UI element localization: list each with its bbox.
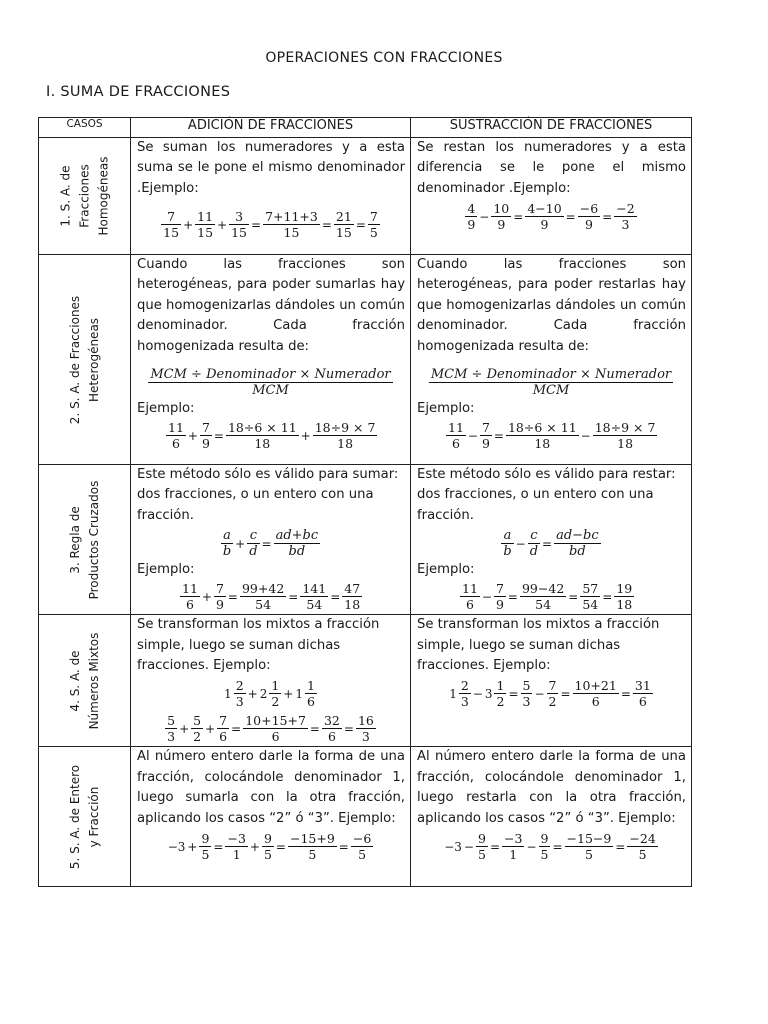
fraction: $\frac{4}{9}$ xyxy=(467,201,476,233)
math-operator: = xyxy=(355,217,366,232)
fraction: $\frac{99-42}{54}$ xyxy=(521,581,565,613)
fraction: $\frac{-6}{5}$ xyxy=(352,831,372,863)
example-expression xyxy=(411,829,691,864)
subtraction-cell xyxy=(411,138,692,255)
fraction: $\frac{11}{6}$ xyxy=(462,581,478,613)
addition-cell xyxy=(131,615,411,747)
example-label: Ejemplo: xyxy=(417,401,475,417)
cross-product-formula xyxy=(411,526,691,561)
fraction: $\frac{18\div 6 \times 11}{18}$ xyxy=(227,420,297,452)
fraction: $\frac{-3}{1}$ xyxy=(504,831,523,863)
math-number: −3 xyxy=(167,839,186,854)
homogenization-formula: $\frac{\text{MCM ÷ Denominador × Numerador}}{\text{MCM}}$ xyxy=(150,367,391,399)
example-expression xyxy=(411,418,691,453)
fraction: $\frac{10+21}{6}$ xyxy=(574,678,617,710)
math-operator: − xyxy=(479,209,490,224)
fraction: $\frac{7}{9}$ xyxy=(481,420,490,452)
fraction: $\frac{9}{5}$ xyxy=(477,831,486,863)
example-label: Ejemplo: xyxy=(417,562,475,578)
example-expression xyxy=(411,579,691,614)
math-operator: − xyxy=(526,839,537,854)
fraction: $\frac{7}{9}$ xyxy=(495,581,504,613)
fraction: $\frac{a}{b}$ xyxy=(503,528,512,560)
fraction: $\frac{99+42}{54}$ xyxy=(241,581,285,613)
fraction: $\frac{18\div 9 \times 7}{18}$ xyxy=(594,420,656,452)
fraction: $\frac{10}{9}$ xyxy=(493,201,510,233)
addition-cell xyxy=(131,255,411,465)
math-operator: = xyxy=(261,536,272,551)
math-operator: − xyxy=(467,428,478,443)
math-operator: = xyxy=(552,839,563,854)
fraction: $\frac{57}{54}$ xyxy=(582,581,599,613)
case-label: 5. S. A. de Entero y Fracción xyxy=(67,764,101,870)
fraction: $\frac{11}{6}$ xyxy=(168,420,184,452)
math-number: 1 xyxy=(224,686,232,701)
math-operator: + xyxy=(187,839,198,854)
fraction: $\frac{31}{6}$ xyxy=(634,678,651,710)
fraction: $\frac{5}{3}$ xyxy=(167,713,176,745)
math-operator: = xyxy=(288,589,299,604)
mixed-numbers-expression xyxy=(131,676,410,711)
header-sustraccion: SUSTRACCIÓN DE FRACCIONES xyxy=(411,118,692,138)
fraction: $\frac{5}{3}$ xyxy=(522,678,531,710)
fraction: $\frac{2}{3}$ xyxy=(460,678,469,710)
fractions-table xyxy=(38,117,692,887)
example-expression xyxy=(131,207,410,242)
math-operator: − xyxy=(534,686,545,701)
math-operator: = xyxy=(489,839,500,854)
header-adicion: ADICIÓN DE FRACCIONES xyxy=(131,118,411,138)
math-operator: = xyxy=(231,721,242,736)
table-row xyxy=(39,615,692,747)
fraction: $\frac{47}{18}$ xyxy=(344,581,361,613)
math-number: −3 xyxy=(444,839,462,854)
math-operator: = xyxy=(321,217,332,232)
fraction: $\frac{7}{6}$ xyxy=(219,713,228,745)
example-expression xyxy=(411,199,691,234)
math-operator: + xyxy=(217,217,228,232)
table-row xyxy=(39,465,692,615)
fraction: $\frac{ad+bc}{bd}$ xyxy=(275,528,319,560)
fraction: $\frac{7}{5}$ xyxy=(369,209,378,241)
math-operator: = xyxy=(620,686,631,701)
math-operator: = xyxy=(508,686,519,701)
table-header-row xyxy=(39,118,692,138)
math-number: 1 xyxy=(449,686,457,701)
math-operator: = xyxy=(343,721,354,736)
fraction: $\frac{7}{2}$ xyxy=(548,678,557,710)
page-title: OPERACIONES CON FRACCIONES xyxy=(265,50,503,66)
math-operator: + xyxy=(187,428,198,443)
math-operator: + xyxy=(300,428,311,443)
math-operator: + xyxy=(179,721,190,736)
fraction: $\frac{9}{5}$ xyxy=(201,831,210,863)
table-row xyxy=(39,138,692,255)
math-operator: = xyxy=(568,589,579,604)
rule-text: Se suman los numeradores y a esta suma se le pone el mismo denominador .Ejemplo: xyxy=(137,140,405,196)
math-operator: − xyxy=(481,589,492,604)
fraction: $\frac{32}{6}$ xyxy=(323,713,340,745)
rule-text: Se transforman los mixtos a fracción simple, luego se suman dichas fracciones. Ejemplo: xyxy=(417,617,660,674)
fraction: $\frac{1}{2}$ xyxy=(496,678,505,710)
rule-text: Cuando las fracciones son heterogéneas, para poder sumarlas hay que homogenizarlas dándoles un común denominador. Cada fracción homogenizada resulta de: xyxy=(137,257,405,354)
section-heading: I. SUMA DE FRACCIONES xyxy=(46,84,231,100)
fraction: $\frac{c}{d}$ xyxy=(249,528,258,560)
header-casos: CASOS xyxy=(39,118,131,138)
homogenization-formula: $\frac{\text{MCM ÷ Denominador × Numerador}}{\text{MCM}}$ xyxy=(430,367,672,399)
rule-text: Este método sólo es válido para restar: dos fracciones, o un entero con una fracción. xyxy=(417,467,676,523)
math-operator: − xyxy=(463,839,474,854)
fraction: $\frac{4-10}{9}$ xyxy=(527,201,562,233)
math-operator: = xyxy=(213,839,224,854)
subtraction-cell xyxy=(411,465,692,615)
fraction: $\frac{9}{5}$ xyxy=(540,831,549,863)
fraction: $\frac{21}{15}$ xyxy=(335,209,352,241)
subtraction-cell xyxy=(411,255,692,465)
subtraction-cell xyxy=(411,615,692,747)
fraction: $\frac{-6}{9}$ xyxy=(579,201,599,233)
fraction: $\frac{7}{9}$ xyxy=(201,420,210,452)
math-operator: = xyxy=(507,589,518,604)
case-cell xyxy=(39,615,131,747)
fraction: $\frac{18\div 6 \times 11}{18}$ xyxy=(507,420,577,452)
math-operator: = xyxy=(602,589,613,604)
math-operator: = xyxy=(251,217,262,232)
addition-cell xyxy=(131,465,411,615)
math-operator: = xyxy=(330,589,341,604)
math-number: 2 xyxy=(259,686,268,701)
math-operator: = xyxy=(560,686,571,701)
math-operator: = xyxy=(309,721,320,736)
fraction: $\frac{16}{3}$ xyxy=(357,713,374,745)
fraction: $\frac{1}{6}$ xyxy=(307,678,315,710)
math-operator: + xyxy=(235,536,246,551)
fraction: $\frac{-15-9}{5}$ xyxy=(566,831,612,863)
fraction: $\frac{7}{15}$ xyxy=(163,209,180,241)
fraction: $\frac{9}{5}$ xyxy=(263,831,272,863)
table-row xyxy=(39,255,692,465)
subtraction-cell xyxy=(411,747,692,887)
rule-text: Este método sólo es válido para sumar: dos fracciones, o un entero con una fracción. xyxy=(137,467,399,523)
case-label: 3. Regla de Productos Cruzados xyxy=(67,480,101,599)
example-expression xyxy=(411,676,691,711)
math-operator: = xyxy=(227,589,238,604)
math-operator: = xyxy=(565,209,576,224)
case-cell xyxy=(39,747,131,887)
math-operator: + xyxy=(205,721,216,736)
fraction: $\frac{18\div 9 \times 7}{18}$ xyxy=(314,420,376,452)
math-operator: + xyxy=(183,217,194,232)
fraction: $\frac{1}{2}$ xyxy=(271,678,280,710)
case-cell xyxy=(39,465,131,615)
math-operator: − xyxy=(580,428,591,443)
cross-product-formula xyxy=(131,526,410,561)
math-operator: − xyxy=(472,686,483,701)
example-expression xyxy=(131,711,410,746)
math-operator: = xyxy=(338,839,349,854)
addition-cell xyxy=(131,747,411,887)
fraction: $\frac{141}{54}$ xyxy=(302,581,327,613)
fraction: $\frac{11}{15}$ xyxy=(197,209,214,241)
example-expression xyxy=(131,418,410,453)
fraction: $\frac{-15+9}{5}$ xyxy=(289,831,335,863)
math-operator: = xyxy=(213,428,224,443)
math-operator: = xyxy=(493,428,504,443)
math-operator: = xyxy=(275,839,286,854)
case-label: 4. S. A. de Números Mixtos xyxy=(67,632,101,730)
rule-text: Se restan los numeradores y a esta diferencia se le pone el mismo denominador .Ejemplo: xyxy=(417,140,686,196)
addition-cell xyxy=(131,138,411,255)
rule-text: Al número entero darle la forma de una fracción, colocándole denominador 1, luego sumarla con la otra fracción, aplicando los casos “2” ó “3”. Ejemplo: xyxy=(137,749,405,826)
fraction: $\frac{5}{2}$ xyxy=(193,713,202,745)
rule-text: Se transforman los mixtos a fracción simple, luego se suman dichas fracciones. Ejemplo: xyxy=(137,617,380,674)
fraction: $\frac{a}{b}$ xyxy=(222,528,232,560)
case-label: 1. S. A. de Fracciones Homogéneas xyxy=(58,156,110,236)
case-cell xyxy=(39,255,131,465)
fraction: $\frac{10+15+7}{6}$ xyxy=(245,713,306,745)
table-row xyxy=(39,747,692,887)
math-number: 3 xyxy=(484,686,493,701)
fraction: $\frac{19}{18}$ xyxy=(616,581,633,613)
math-operator: + xyxy=(283,686,294,701)
fraction: $\frac{11}{6}$ xyxy=(182,581,198,613)
rule-text: Al número entero darle la forma de una fracción, colocándole denominador 1, luego restarla con la otra fracción, aplicando los casos “2” ó “3”. Ejemplo: xyxy=(417,749,686,826)
fraction: $\frac{3}{15}$ xyxy=(231,209,248,241)
example-expression xyxy=(131,579,410,614)
fraction: $\frac{-3}{1}$ xyxy=(227,831,246,863)
case-label: 2. S. A. de Fracciones Heterogéneas xyxy=(67,295,101,424)
fraction: $\frac{ad-bc}{bd}$ xyxy=(556,528,599,560)
math-operator: − xyxy=(515,536,526,551)
math-operator: + xyxy=(249,839,260,854)
rule-text: Cuando las fracciones son heterogéneas, para poder restarlas hay que homogenizarlas dándoles un común denominador. Cada fracción homogenizada resulta de: xyxy=(417,257,686,354)
fraction: $\frac{-24}{5}$ xyxy=(629,831,656,863)
case-cell xyxy=(39,138,131,255)
fraction: $\frac{7}{9}$ xyxy=(215,581,224,613)
example-label: Ejemplo: xyxy=(137,401,195,417)
example-expression xyxy=(131,829,410,864)
math-operator: = xyxy=(542,536,553,551)
example-label: Ejemplo: xyxy=(137,562,195,578)
math-operator: + xyxy=(201,589,212,604)
math-number: 1 xyxy=(295,686,303,701)
math-operator: + xyxy=(247,686,258,701)
math-operator: = xyxy=(615,839,626,854)
fraction: $\frac{2}{3}$ xyxy=(235,678,244,710)
fraction: $\frac{c}{d}$ xyxy=(529,528,539,560)
fraction: $\frac{7+11+3}{15}$ xyxy=(265,209,318,241)
fraction: $\frac{-2}{3}$ xyxy=(616,201,635,233)
fraction: $\frac{11}{6}$ xyxy=(448,420,464,452)
math-operator: = xyxy=(602,209,613,224)
math-operator: = xyxy=(513,209,524,224)
